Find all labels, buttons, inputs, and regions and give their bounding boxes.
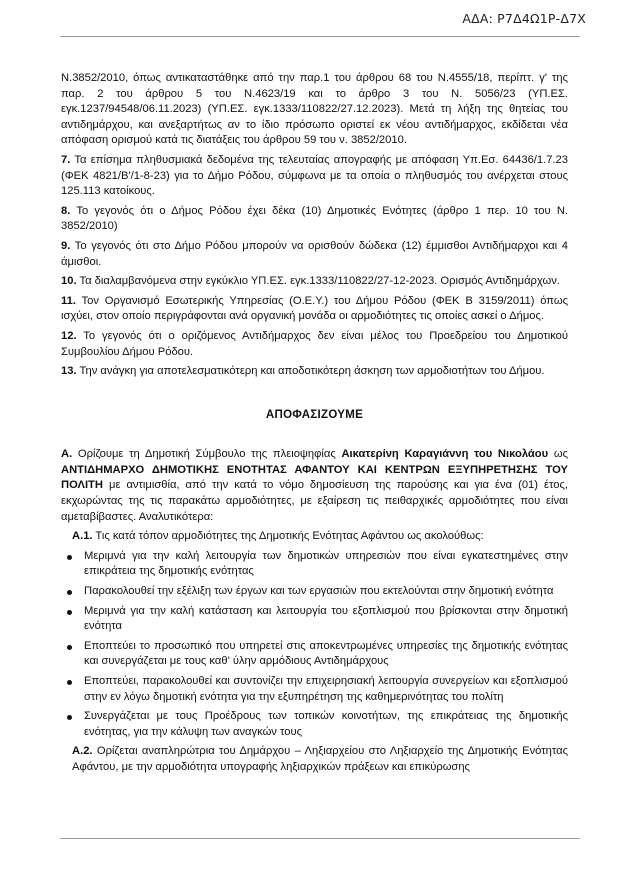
subsection-a2-label: Α.2. bbox=[72, 745, 93, 758]
consideration-10 bbox=[61, 274, 568, 290]
consideration-text: Το γεγονός ότι ο Δήμος Ρόδου έχει δέκα (10) Δημοτικές Ενότητες (άρθρο 1 περ. 10 του Ν. 3852/2010) bbox=[61, 204, 569, 233]
bullet-icon bbox=[67, 590, 72, 595]
subsection-a2-text: Ορίζεται αναπληρώτρια του Δημάρχου – Ληξιαρχείου στο Ληξιαρχείο της Δημοτικής Ενότητας Αφάντου, με την αρμοδιότητα υπογραφής ληξιαρχικών πράξεων και επικύρωσης bbox=[72, 745, 568, 773]
consideration-number: 13. bbox=[61, 365, 77, 378]
section-a-paragraph bbox=[61, 447, 568, 525]
consideration-number: 12. bbox=[61, 329, 77, 342]
consideration-11 bbox=[61, 294, 568, 325]
list-item-text: Μεριμνά για την καλή λειτουργία των δημοτικών υπηρεσιών που είναι εγκατεστημένες στην επικράτεια της δημοτικής ενότητας bbox=[84, 549, 568, 578]
footer-divider bbox=[60, 838, 580, 839]
consideration-text: Την ανάγκη για αποτελεσματικότερη και αποδοτικότερη άσκηση των αρμοδιοτήτων του Δήμου. bbox=[79, 365, 545, 378]
section-a-text: με αντιμισθία, από την κατά το νόμο δημοσίευση της παρούσης και για ένα (01) έτος, εκχωρώντας της τις παρακάτω αρμοδιότητες, με εξαίρεση τις πειθαρχικές αρμοδιότητες που είναι αμεταβίβαστες. Αναλυτικότερα: bbox=[61, 479, 568, 523]
consideration-number: 11. bbox=[61, 294, 76, 307]
a1-duties-list bbox=[61, 549, 568, 741]
bullet-icon bbox=[67, 680, 72, 685]
document-body bbox=[61, 71, 568, 776]
consideration-9 bbox=[61, 239, 568, 270]
bullet-icon bbox=[67, 555, 72, 560]
consideration-text: Το γεγονός ότι ο οριζόμενος Αντιδήμαρχος δεν είναι μέλος του Προεδρείου του Δημοτικού Συμβουλίου Δήμου Ρόδου. bbox=[61, 329, 569, 358]
list-item bbox=[61, 674, 568, 705]
header-divider bbox=[60, 36, 580, 37]
bullet-icon bbox=[67, 645, 72, 650]
section-a-label: Α. bbox=[61, 448, 73, 461]
consideration-number: 10. bbox=[61, 275, 77, 288]
intro-paragraph: Ν.3852/2010, όπως αντικαταστάθηκε από την παρ.1 του άρθρου 68 του Ν.4555/18, περίπτ. γ' της παρ. 2 του άρθρου 5 του Ν.4623/19 και το άρθρο 3 του Ν. 5056/23 (ΥΠ.ΕΣ. εγκ.1237/94548/06.11.2023) (ΥΠ.ΕΣ. εγκ.1333/110822/27.12.2023). Μετά τη λήξη της θητείας του αντιδημάρχου, και ανεξαρτήτως αν το ίδιο πρόσωπο οριστεί εκ νέου αντιδήμαρχος, εκδίδεται νέα απόφαση ορισμού κατά τις διατάξεις του άρθρου 59 του ν. 3852/2010. bbox=[61, 72, 568, 147]
subsection-a1 bbox=[61, 529, 568, 545]
decision-heading: ΑΠΟΦΑΣΙΖΟΥΜΕ bbox=[265, 408, 364, 421]
list-item bbox=[61, 709, 568, 740]
list-item bbox=[61, 549, 568, 580]
subsection-a1-text: Τις κατά τόπον αρμοδιότητες της Δημοτικής Ενότητας Αφάντου ως ακολούθως: bbox=[92, 530, 484, 543]
consideration-13 bbox=[61, 364, 568, 380]
list-item-text: Παρακολουθεί την εξέλιξη των έργων και των εργασιών που εκτελούνται στην δημοτική ενότητα bbox=[84, 585, 554, 598]
section-a-text: Ορίζουμε τη Δημοτική Σύμβουλο της πλειοψηφίας bbox=[72, 448, 342, 461]
consideration-number: 8. bbox=[61, 204, 71, 217]
consideration-12 bbox=[61, 329, 568, 360]
consideration-8 bbox=[61, 204, 568, 235]
list-item-text: Εποπτεύει το προσωπικό που υπηρετεί στις αποκεντρωμένες υπηρεσίες της δημοτικής ενότητας και συνεργάζεται με τους καθ' ύλην αρμόδιους Αντιδημάρχους bbox=[84, 639, 568, 668]
section-a-text: ως bbox=[548, 448, 568, 461]
bullet-icon bbox=[67, 715, 72, 720]
consideration-text: Τον Οργανισμό Εσωτερικής Υπηρεσίας (Ο.Ε.Υ.) του Δήμου Ρόδου (ΦΕΚ Β 3159/2011) όπως ισχύει, στον οποίο περιγράφονται ανά οργανική μονάδα οι αρμοδιότητες τις οποίες ασκεί ο Δήμος. bbox=[61, 294, 568, 323]
consideration-text: Το γεγονός ότι στο Δήμο Ρόδου μπορούν να ορισθούν δώδεκα (12) έμμισθοι Αντιδήμαρχοι και 4 άμισθοι. bbox=[61, 239, 569, 268]
bullet-icon bbox=[67, 610, 72, 615]
list-item-text: Μεριμνά για την καλή κατάσταση και λειτουργία του εξοπλισμού που βρίσκονται στην δημοτική ενότητα bbox=[84, 604, 568, 633]
consideration-number: 9. bbox=[61, 239, 71, 252]
ada-code: ΑΔΑ: Ρ7Δ4Ω1Ρ-Δ7Χ bbox=[462, 11, 586, 26]
appointee-name: Αικατερίνη Καραγιάννη του Νικολάου bbox=[341, 448, 549, 461]
consideration-text: Τα διαλαμβανόμενα στην εγκύκλιο ΥΠ.ΕΣ. εγκ.1333/110822/27-12-2023. Ορισμός Αντιδημάρχων. bbox=[79, 275, 560, 288]
consideration-text: Τα επίσημα πληθυσμιακά δεδομένα της τελευταίας απογραφής με απόφαση Υπ.Εσ. 64436/1.7.23 (ΦΕΚ 4821/Β'/1-8-23) για το Δήμο Ρόδου, σύμφωνα με τα οποία ο πληθυσμός του ανέρχεται στους 125.113 κατοίκους. bbox=[61, 153, 569, 198]
consideration-number: 7. bbox=[61, 153, 71, 166]
list-item bbox=[61, 584, 568, 600]
subsection-a1-label: Α.1. bbox=[72, 530, 93, 543]
list-item-text: Εποπτεύει, παρακολουθεί και συντονίζει την επιχειρησιακή λειτουργία συνεργείων και εξοπλισμού στην εν λόγω δημοτική ενότητα για την εξυπηρέτηση της καθημερινότητας του πολίτη bbox=[84, 675, 568, 703]
list-item bbox=[61, 639, 568, 670]
subsection-a2 bbox=[61, 744, 568, 775]
list-item bbox=[61, 604, 568, 635]
appointee-role: ΑΝΤΙΔΗΜΑΡΧΟ ΔΗΜΟΤΙΚΗΣ ΕΝΟΤΗΤΑΣ ΑΦΑΝΤΟΥ ΚΑΙ ΚΕΝΤΡΩΝ ΕΞΥΠΗΡΕΤΗΣΗΣ ΤΟΥ ΠΟΛΙΤΗ bbox=[61, 463, 568, 492]
list-item-text: Συνεργάζεται με τους Προέδρους των τοπικών κοινοτήτων, της επικράτειας της δημοτικής ενότητας, για την κάλυψη των αναγκών τους bbox=[84, 710, 568, 738]
consideration-7 bbox=[61, 153, 568, 200]
